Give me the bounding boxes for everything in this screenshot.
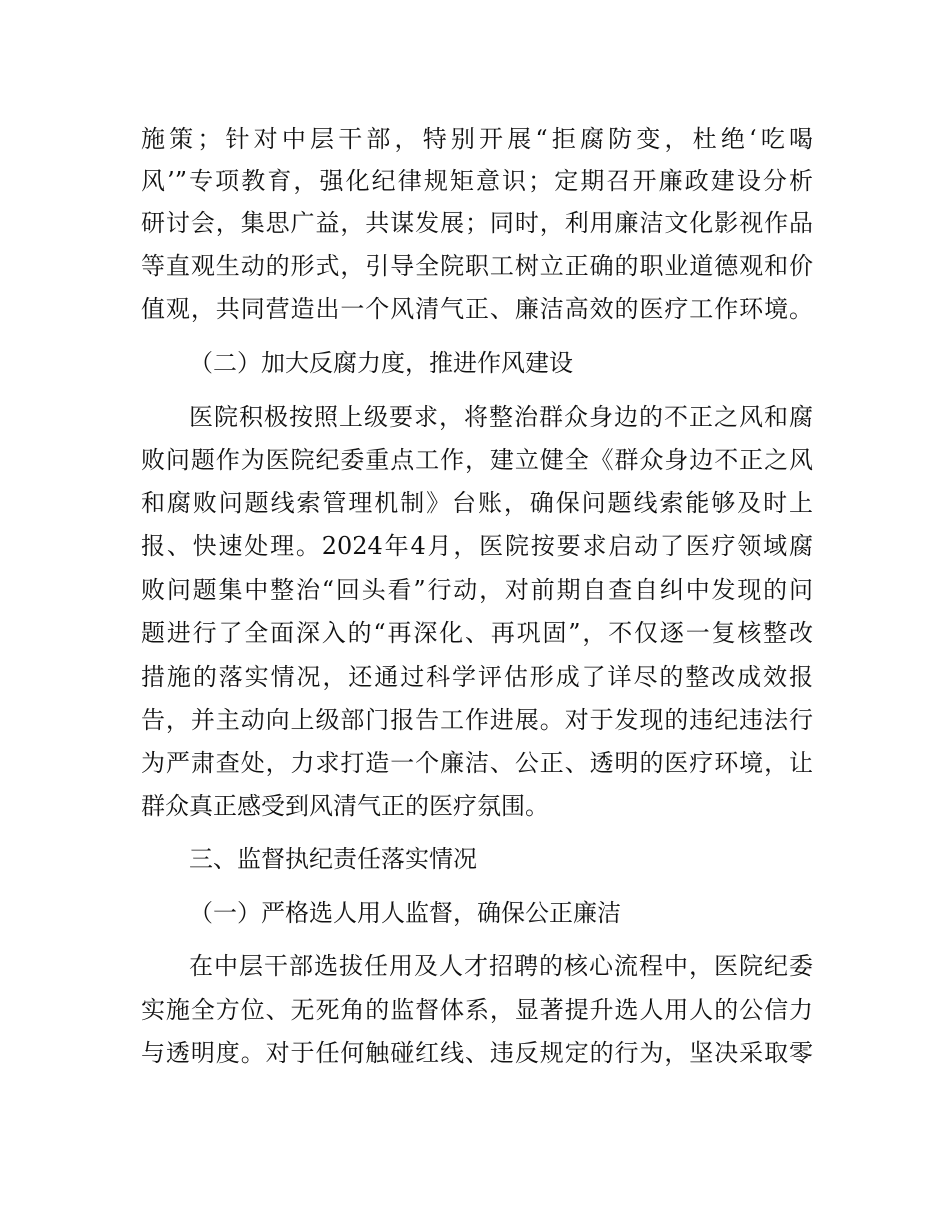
section-heading: （一）严格选人用人监督，确保公正廉洁 — [189, 899, 621, 927]
paragraph-line: 败问题集中整治“回头看”行动，对前期自查自纠中发现的问 — [141, 576, 813, 604]
paragraph-line: 告，并主动向上级部门报告工作进展。对于发现的违纪违法行 — [141, 706, 813, 734]
paragraph-line: 在中层干部选拔任用及人才招聘的核心流程中，医院纪委 — [189, 952, 813, 980]
paragraph-line: 题进行了全面深入的“再深化、再巩固”，不仅逐一复核整改 — [141, 619, 813, 647]
paragraph-line: 医院积极按照上级要求，将整治群众身边的不正之风和腐 — [189, 403, 813, 431]
paragraph-line: 等直观生动的形式，引导全院职工树立正确的职业道德观和价 — [141, 252, 813, 280]
paragraph-line: 与透明度。对于任何触碰红线、违反规定的行为，坚决采取零 — [141, 1039, 813, 1067]
paragraph-line: 群众真正感受到风清气正的医疗氛围。 — [141, 792, 549, 820]
paragraph-line: 研讨会，集思广益，共谋发展；同时，利用廉洁文化影视作品 — [141, 209, 813, 237]
paragraph-line: 施策；针对中层干部，特别开展“拒腐防变，杜绝‘吃喝 — [141, 125, 813, 153]
paragraph-line: 实施全方位、无死角的监督体系，显著提升选人用人的公信力 — [141, 996, 813, 1024]
paragraph-line: 值观，共同营造出一个风清气正、廉洁高效的医疗工作环境。 — [141, 295, 813, 323]
section-heading: 三、监督执纪责任落实情况 — [189, 845, 477, 873]
section-heading: （二）加大反腐力度，推进作风建设 — [189, 349, 573, 377]
paragraph-line: 败问题作为医院纪委重点工作，建立健全《群众身边不正之风 — [141, 446, 813, 474]
paragraph-line: 报、快速处理。2024年4月，医院按要求启动了医疗领域腐 — [141, 532, 813, 560]
paragraph-line: 为严肃查处，力求打造一个廉洁、公正、透明的医疗环境，让 — [141, 749, 813, 777]
paragraph-line: 和腐败问题线索管理机制》台账，确保问题线索能够及时上 — [141, 489, 813, 517]
paragraph-line: 风’”专项教育，强化纪律规矩意识；定期召开廉政建设分析 — [141, 167, 813, 195]
paragraph-line: 措施的落实情况，还通过科学评估形成了详尽的整改成效报 — [141, 663, 813, 691]
